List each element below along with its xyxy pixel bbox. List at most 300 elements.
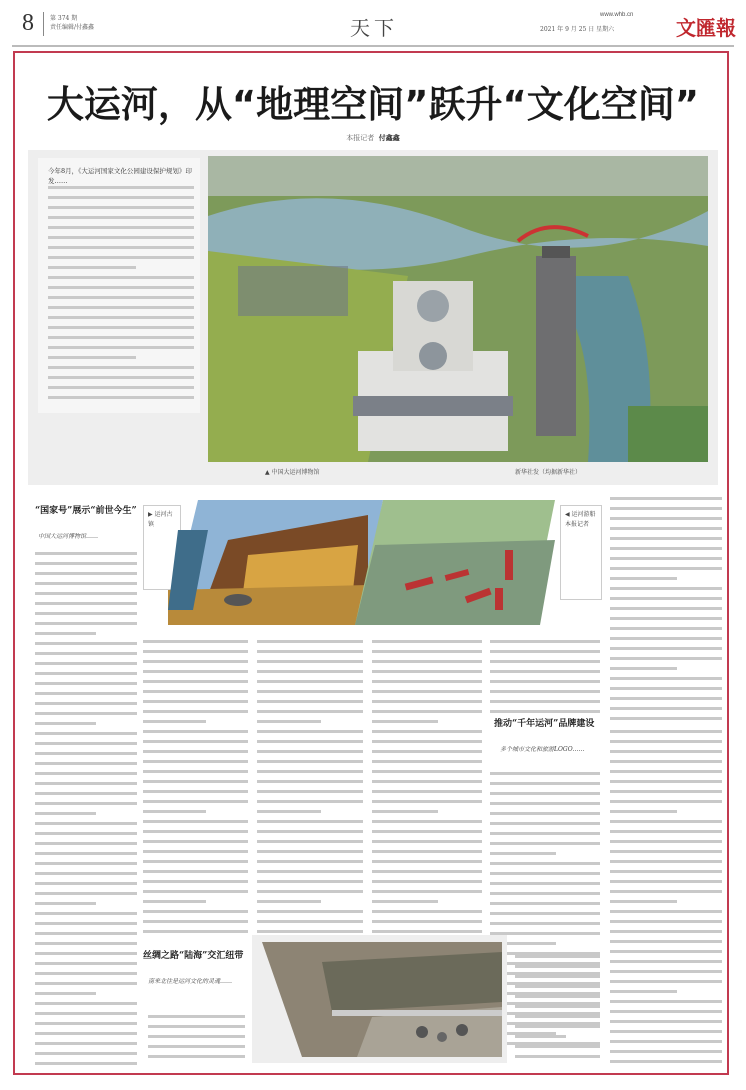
text-line <box>48 286 194 289</box>
byline <box>0 133 746 143</box>
text-line <box>610 890 722 893</box>
text-line <box>372 760 482 763</box>
subhead-national-brand: “国家号”展示“前世今生” <box>35 506 137 516</box>
column-4-text <box>372 640 482 940</box>
text-line <box>35 792 137 795</box>
excavation-photo <box>262 942 502 1057</box>
subhead-brand-building: 推动“千年运河”品牌建设 <box>494 719 595 729</box>
text-line <box>610 820 722 823</box>
text-line <box>610 1030 722 1033</box>
text-line <box>48 306 194 309</box>
text-line <box>610 1000 722 1003</box>
text-line <box>610 970 722 973</box>
text-line <box>35 1052 137 1055</box>
text-line <box>490 792 600 795</box>
text-line <box>490 882 600 885</box>
text-line <box>257 920 363 923</box>
text-line <box>148 1035 245 1038</box>
lead-text-lines <box>48 186 194 406</box>
text-line <box>257 810 321 813</box>
text-line <box>372 850 482 853</box>
text-line <box>515 1035 566 1038</box>
text-line <box>35 652 137 655</box>
main-photo <box>208 156 708 462</box>
text-line <box>35 802 137 805</box>
text-line <box>372 730 482 733</box>
text-line <box>257 880 363 883</box>
text-line <box>490 772 600 775</box>
text-line <box>610 697 722 700</box>
text-line <box>372 740 482 743</box>
section-intro: 多个城市文化和旅游LOGO…… <box>500 746 585 753</box>
text-line <box>610 667 677 670</box>
text-line <box>610 537 722 540</box>
text-line <box>490 892 600 895</box>
text-line <box>490 640 600 643</box>
text-line <box>143 870 248 873</box>
column-6-text <box>610 497 722 727</box>
column-2-text <box>143 640 248 940</box>
text-line <box>372 810 438 813</box>
text-line <box>35 852 137 855</box>
text-line <box>143 770 248 773</box>
text-line <box>143 690 248 693</box>
text-line <box>372 670 482 673</box>
text-line <box>257 750 363 753</box>
text-line <box>490 680 600 683</box>
text-line <box>610 617 722 620</box>
text-line <box>143 910 248 913</box>
text-line <box>35 842 137 845</box>
text-line <box>35 702 137 705</box>
text-line <box>372 650 482 653</box>
column-6-text-end <box>610 730 722 1070</box>
text-line <box>372 900 438 903</box>
text-line <box>610 770 722 773</box>
text-line <box>257 860 363 863</box>
text-line <box>372 710 482 713</box>
text-line <box>257 660 363 663</box>
text-line <box>372 840 482 843</box>
text-line <box>35 692 137 695</box>
byline-name: 付鑫鑫 <box>378 133 400 142</box>
text-line <box>35 752 137 755</box>
text-line <box>35 732 137 735</box>
header-rule <box>12 45 734 47</box>
section-title: 天下 <box>350 16 398 40</box>
text-line <box>143 840 248 843</box>
text-line <box>35 1012 137 1015</box>
text-line <box>143 720 206 723</box>
text-line <box>35 992 96 995</box>
text-line <box>610 507 722 510</box>
text-line <box>372 660 482 663</box>
column-3-text <box>257 640 363 940</box>
text-line <box>35 722 96 725</box>
text-line <box>48 226 194 229</box>
text-line <box>48 336 194 339</box>
text-line <box>35 612 137 615</box>
text-line <box>143 830 248 833</box>
text-line <box>372 910 482 913</box>
text-line <box>35 912 137 915</box>
text-line <box>515 1005 600 1008</box>
text-line <box>257 670 363 673</box>
text-line <box>490 802 600 805</box>
text-line <box>48 316 194 319</box>
text-line <box>610 647 722 650</box>
headline: 大运河，从“地理空间”跃升“文化空间” <box>46 83 700 126</box>
text-line <box>48 396 194 399</box>
text-line <box>372 920 482 923</box>
text-line <box>143 780 248 783</box>
site-url: www.whb.cn <box>600 12 634 18</box>
text-line <box>610 790 722 793</box>
text-line <box>610 687 722 690</box>
text-line <box>35 642 137 645</box>
text-line <box>143 680 248 683</box>
text-line <box>372 690 482 693</box>
text-line <box>610 497 722 500</box>
text-line <box>35 562 137 565</box>
text-line <box>143 740 248 743</box>
lead-paragraph: 今年8月，《大运河国家文化公园建设保护规划》印发…… <box>48 167 192 185</box>
text-line <box>143 750 248 753</box>
text-line <box>35 872 137 875</box>
byline-label: 本报记者 <box>346 134 375 142</box>
text-line <box>143 900 206 903</box>
text-line <box>610 567 722 570</box>
text-line <box>35 762 137 765</box>
text-line <box>515 1045 600 1048</box>
text-line <box>48 196 194 199</box>
text-line <box>35 712 137 715</box>
text-line <box>372 860 482 863</box>
text-line <box>48 256 194 259</box>
text-line <box>48 366 194 369</box>
text-line <box>372 780 482 783</box>
text-line <box>148 1025 245 1028</box>
text-line <box>143 650 248 653</box>
text-line <box>257 870 363 873</box>
text-line <box>515 985 600 988</box>
section-intro: 南来北往是运河文化的灵魂…… <box>148 978 233 985</box>
text-line <box>143 790 248 793</box>
text-line <box>257 650 363 653</box>
text-line <box>143 860 248 863</box>
text-line <box>610 657 722 660</box>
text-line <box>515 1015 600 1018</box>
text-line <box>610 547 722 550</box>
text-line <box>610 577 677 580</box>
text-line <box>143 930 248 933</box>
text-line <box>35 982 137 985</box>
text-line <box>515 995 600 998</box>
text-line <box>610 740 722 743</box>
text-line <box>35 1062 137 1065</box>
text-line <box>35 812 96 815</box>
text-line <box>257 820 363 823</box>
text-line <box>35 942 137 945</box>
text-line <box>48 376 194 379</box>
text-line <box>372 700 482 703</box>
text-line <box>143 760 248 763</box>
photo-caption-right-text: ◀ 运河游船 <box>565 511 596 518</box>
text-line <box>35 1032 137 1035</box>
newspaper-logo: 文匯報 <box>676 16 736 40</box>
text-line <box>35 832 137 835</box>
text-line <box>490 922 600 925</box>
text-line <box>257 900 321 903</box>
text-line <box>35 592 137 595</box>
text-line <box>48 386 194 389</box>
text-line <box>143 670 248 673</box>
text-line <box>257 740 363 743</box>
text-line <box>35 582 137 585</box>
text-line <box>610 760 722 763</box>
text-line <box>610 900 677 903</box>
text-line <box>35 662 137 665</box>
town-photo <box>168 500 383 625</box>
text-line <box>372 770 482 773</box>
text-line <box>35 672 137 675</box>
text-line <box>148 1055 245 1058</box>
text-line <box>143 920 248 923</box>
text-line <box>143 800 248 803</box>
text-line <box>35 902 96 905</box>
text-line <box>257 690 363 693</box>
header-divider <box>43 12 44 36</box>
text-line <box>490 872 600 875</box>
text-line <box>35 972 137 975</box>
text-line <box>257 930 363 933</box>
text-line <box>490 842 600 845</box>
text-line <box>143 850 248 853</box>
column-2-text-bottom <box>148 1015 245 1065</box>
text-line <box>610 717 722 720</box>
text-line <box>257 730 363 733</box>
text-line <box>610 870 722 873</box>
text-line <box>610 880 722 883</box>
text-line <box>490 812 600 815</box>
text-line <box>48 356 136 359</box>
text-line <box>515 975 600 978</box>
text-line <box>257 910 363 913</box>
text-line <box>35 782 137 785</box>
text-line <box>48 236 194 239</box>
text-line <box>143 660 248 663</box>
text-line <box>610 830 722 833</box>
text-line <box>372 880 482 883</box>
photo-caption-right <box>560 505 602 600</box>
text-line <box>372 820 482 823</box>
text-line <box>35 602 137 605</box>
text-line <box>48 276 194 279</box>
text-line <box>610 527 722 530</box>
text-line <box>610 557 722 560</box>
text-line <box>257 710 363 713</box>
text-line <box>610 1040 722 1043</box>
text-line <box>35 822 137 825</box>
text-line <box>490 700 600 703</box>
text-line <box>35 632 96 635</box>
text-line <box>610 1050 722 1053</box>
text-line <box>490 650 600 653</box>
text-line <box>257 890 363 893</box>
column-5-text-top <box>490 640 600 720</box>
text-line <box>610 800 722 803</box>
text-line <box>610 910 722 913</box>
text-line <box>257 680 363 683</box>
text-line <box>35 772 137 775</box>
text-line <box>257 780 363 783</box>
text-line <box>372 720 438 723</box>
text-line <box>490 782 600 785</box>
text-line <box>610 940 722 943</box>
text-line <box>610 840 722 843</box>
text-line <box>490 710 600 713</box>
text-line <box>610 1020 722 1023</box>
boats-photo <box>355 500 555 625</box>
column-5-text-end <box>515 955 600 1065</box>
text-line <box>610 1010 722 1013</box>
text-line <box>257 830 363 833</box>
text-line <box>372 640 482 643</box>
text-line <box>610 780 722 783</box>
text-line <box>372 750 482 753</box>
text-line <box>35 682 137 685</box>
text-line <box>372 870 482 873</box>
page-number: 8 <box>22 10 34 36</box>
text-line <box>515 955 600 958</box>
text-line <box>610 850 722 853</box>
text-line <box>48 296 194 299</box>
text-line <box>610 707 722 710</box>
main-photo-credit: 新华社发（均据新华社） <box>515 469 582 476</box>
text-line <box>35 622 137 625</box>
text-line <box>257 790 363 793</box>
text-line <box>257 770 363 773</box>
text-line <box>610 517 722 520</box>
subhead-silk-road: 丝绸之路“陆海”交汇纽带 <box>143 951 244 961</box>
text-line <box>490 690 600 693</box>
text-line <box>257 800 363 803</box>
text-line <box>490 822 600 825</box>
text-line <box>610 990 677 993</box>
text-line <box>515 965 600 968</box>
text-line <box>372 680 482 683</box>
text-line <box>372 800 482 803</box>
text-line <box>48 266 136 269</box>
text-line <box>610 597 722 600</box>
text-line <box>143 880 248 883</box>
issue-info <box>50 14 94 32</box>
photo-caption-left-text: ▶ 运河古镇 <box>148 511 173 528</box>
text-line <box>143 710 248 713</box>
text-line <box>490 832 600 835</box>
text-line <box>35 922 137 925</box>
text-line <box>610 930 722 933</box>
text-line <box>610 860 722 863</box>
text-line <box>610 810 677 813</box>
text-line <box>143 640 248 643</box>
text-line <box>372 890 482 893</box>
text-line <box>48 326 194 329</box>
text-line <box>148 1015 245 1018</box>
text-line <box>490 902 600 905</box>
text-line <box>48 186 194 189</box>
text-line <box>490 670 600 673</box>
text-line <box>143 730 248 733</box>
text-line <box>35 952 137 955</box>
text-line <box>143 890 248 893</box>
text-line <box>490 912 600 915</box>
text-line <box>610 1060 722 1063</box>
text-line <box>35 932 137 935</box>
text-line <box>35 892 137 895</box>
text-line <box>257 760 363 763</box>
text-line <box>515 1055 600 1058</box>
text-line <box>372 790 482 793</box>
text-line <box>35 862 137 865</box>
column-1-text <box>35 552 137 1072</box>
text-line <box>257 850 363 853</box>
text-line <box>372 830 482 833</box>
text-line <box>35 962 137 965</box>
text-line <box>610 677 722 680</box>
issue-date: 2021 年 9 月 25 日 星期六 <box>540 26 615 33</box>
text-line <box>610 607 722 610</box>
text-line <box>490 852 556 855</box>
text-line <box>143 810 206 813</box>
photo-credit-right: 本报记者 <box>565 521 590 528</box>
text-line <box>143 820 248 823</box>
section-intro: 中国大运河博物馆…… <box>38 533 99 540</box>
text-line <box>35 882 137 885</box>
text-line <box>490 660 600 663</box>
text-line <box>148 1045 245 1048</box>
text-line <box>610 730 722 733</box>
text-line <box>143 700 248 703</box>
text-line <box>610 920 722 923</box>
text-line <box>35 1002 137 1005</box>
editor: 责任编辑/付鑫鑫 <box>50 24 95 31</box>
text-line <box>610 960 722 963</box>
text-line <box>35 552 137 555</box>
text-line <box>257 840 363 843</box>
issue-number: 第 374 期 <box>50 15 78 22</box>
text-line <box>515 1025 600 1028</box>
text-line <box>610 750 722 753</box>
text-line <box>48 246 194 249</box>
text-line <box>372 930 482 933</box>
text-line <box>610 637 722 640</box>
text-line <box>257 640 363 643</box>
text-line <box>35 572 137 575</box>
text-line <box>35 1042 137 1045</box>
text-line <box>610 627 722 630</box>
text-line <box>48 206 194 209</box>
text-line <box>35 742 137 745</box>
text-line <box>610 950 722 953</box>
text-line <box>48 346 194 349</box>
text-line <box>257 720 321 723</box>
text-line <box>257 700 363 703</box>
text-line <box>48 216 194 219</box>
text-line <box>490 862 600 865</box>
text-line <box>610 587 722 590</box>
main-photo-caption: ▲ 中国大运河博物馆 <box>265 469 320 476</box>
